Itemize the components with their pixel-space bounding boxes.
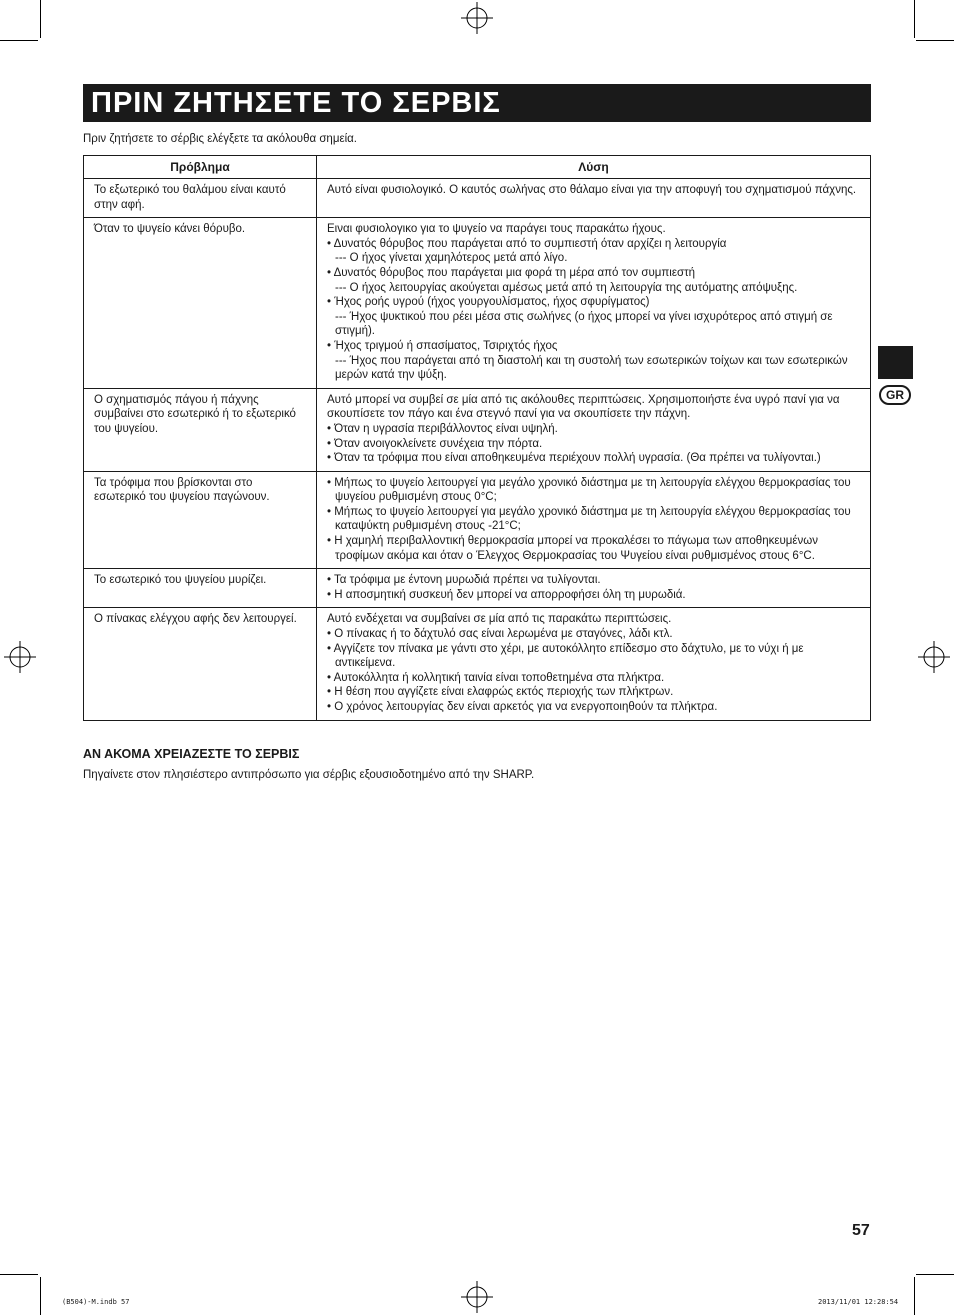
solution-line: • Αυτοκόλλητα ή κολλητική ταινία είναι τοποθετημένα στα πλήκτρα.	[327, 671, 665, 684]
footer-timestamp: 2013/11/01 12:28:54	[818, 1298, 899, 1306]
table-row	[84, 569, 871, 608]
problem-cell: Το εσωτερικό του ψυγείου μυρίζει.	[84, 569, 317, 608]
crop-mark	[0, 1274, 38, 1275]
table-row	[84, 471, 871, 569]
table-row	[84, 218, 871, 389]
solution-line: • Δυνατός θόρυβος που παράγεται από το συμπιεστή όταν αρχίζει η λειτουργία	[327, 237, 727, 250]
solution-line: • Όταν ανοιγοκλείνετε συνέχεια την πόρτα.	[327, 437, 543, 450]
solution-line: • Ο χρόνος λειτουργίας δεν είναι αρκετός για να ενεργοποιηθούν τα πλήκτρα.	[327, 701, 718, 713]
registration-mark-icon	[918, 641, 950, 673]
crop-mark	[914, 0, 915, 38]
solution-line: • Μήπως το ψυγείο λειτουργεί για μεγάλο χρονικό διάστημα με τη λειτουργία ελέγχου θερμοκρασίας του ψυγείου ρυθμισμένη στους 0°C;	[327, 476, 851, 504]
solution-cell	[317, 218, 871, 389]
page-number: 57	[852, 1222, 870, 1239]
crop-mark	[0, 40, 38, 41]
solution-line: • Δυνατός θόρυβος που παράγεται μια φορά τη μέρα από τον συμπιεστή	[327, 266, 696, 279]
solution-line: • Η αποσμητική συσκευή δεν μπορεί να απορροφήσει όλη τη μυρωδιά.	[327, 588, 686, 601]
problem-cell: Ο πίνακας ελέγχου αφής δεν λειτουργεί.	[84, 608, 317, 720]
solution-line: • Μήπως το ψυγείο λειτουργεί για μεγάλο χρονικό διάστημα με τη λειτουργία ελέγχου θερμοκρασίας του καταψύκτη ρυθμισμένη στους -21°C;	[327, 505, 851, 533]
intro-text: Πριν ζητήσετε το σέρβις ελέγξετε τα ακόλουθα σημεία.	[83, 133, 357, 145]
crop-mark	[916, 1274, 954, 1275]
crop-mark	[40, 1277, 41, 1315]
solution-line: Αυτό ενδέχεται να συμβαίνει σε μία από τις παρακάτω περιπτώσεις.	[327, 613, 672, 626]
problem-header: Πρόβλημα	[84, 156, 317, 179]
solution-line: Αυτό μπορεί να συμβεί σε μία από τις ακόλουθες περιπτώσεις. Χρησιμοποιήστε ένα υγρό πανί για να σκουπίσετε τον πάγο και ένα στεγνό πανί για να σκουπίσετε την πάχνη.	[327, 393, 840, 421]
solution-line: • Αγγίζετε τον πίνακα με γάντι στο χέρι, με αυτοκόλλητο επίδεσμο στο δάχτυλο, με το νύχι ή με αντικείμενα.	[327, 642, 804, 670]
section-tab	[878, 346, 913, 379]
solution-cell	[317, 569, 871, 608]
solution-line: --- Ο ήχος γίνεται χαμηλότερος μετά από λίγο.	[335, 252, 568, 265]
registration-mark-icon	[4, 641, 36, 673]
page-title: ΠΡΙΝ ΖΗΤΗΣΕΤΕ ΤΟ ΣΕΡΒΙΣ	[83, 84, 871, 122]
solution-line: Αυτό είναι φυσιολογικό. Ο καυτός σωλήνας στο θάλαμο είναι για την αποφυγή του σχηματισμού πάχνης.	[327, 184, 857, 196]
crop-mark	[40, 0, 41, 38]
problem-cell: Όταν το ψυγείο κάνει θόρυβο.	[84, 218, 317, 389]
registration-mark-icon	[461, 2, 493, 34]
solution-line: • Όταν η υγρασία περιβάλλοντος είναι υψηλή.	[327, 422, 558, 435]
solution-header: Λύση	[317, 156, 871, 179]
solution-line: • Τα τρόφιμα με έντονη μυρωδιά πρέπει να τυλίγονται.	[327, 574, 601, 587]
troubleshooting-table	[83, 155, 871, 721]
table-row	[84, 388, 871, 471]
solution-line: --- Ο ήχος λειτουργίας ακούγεται αμέσως μετά από τη λειτουργία της αυτόματης απόψυξης.	[335, 281, 798, 294]
solution-line: • Όταν τα τρόφιμα που είναι αποθηκευμένα περιέχουν πολλή υγρασία. (Θα πρέπει να τυλίγονται.)	[327, 452, 821, 465]
solution-cell	[317, 608, 871, 720]
crop-mark	[914, 1277, 915, 1315]
solution-cell	[317, 179, 871, 218]
language-badge: GR	[879, 385, 911, 405]
solution-line: • Η χαμηλή περιβαλλοντική θερμοκρασία μπορεί να προκαλέσει το πάγωμα των αποθηκευμένων τροφίμων ακόμα και όταν ο Έλεγχος Θερμοκρασίας του Ψυγείου είναι ρυθμισμένος στους 6°C.	[327, 535, 818, 562]
table-row	[84, 608, 871, 720]
solution-line: • Ήχος τριγμού ή σπασίματος, Τσιριχτός ήχος	[327, 339, 558, 352]
table-row	[84, 179, 871, 218]
section-heading: ΑΝ ΑΚΟΜΑ ΧΡΕΙΑΖΕΣΤΕ ΤΟ ΣΕΡΒΙΣ	[83, 747, 300, 761]
solution-line: • Ο πίνακας ή το δάχτυλό σας είναι λερωμένα με σταγόνες, λάδι κτλ.	[327, 628, 673, 641]
crop-mark	[916, 40, 954, 41]
solution-cell	[317, 471, 871, 569]
solution-line: Ειναι φυσιολογικο για το ψυγείο να παράγει τους παρακάτω ήχους.	[327, 223, 666, 236]
footer-file: (B504)-M.indb 57	[62, 1298, 130, 1306]
problem-cell: Ο σχηματισμός πάγου ή πάχνης συμβαίνει στο εσωτερικό ή το εξωτερικό του ψυγείου.	[84, 388, 317, 471]
problem-cell: Τα τρόφιμα που βρίσκονται στο εσωτερικό του ψυγείου παγώνουν.	[84, 471, 317, 569]
solution-line: • Ήχος ροής υγρού (ήχος γουργουλίσματος, ήχος σφυρίγματος)	[327, 296, 650, 309]
solution-line: • Η θέση που αγγίζετε είναι ελαφρώς εκτός περιοχής των πλήκτρων.	[327, 686, 674, 699]
section-text: Πηγαίνετε στον πλησιέστερο αντιπρόσωπο για σέρβις εξουσιοδοτημένο από την SHARP.	[83, 769, 535, 781]
solution-line: --- Ήχος που παράγεται από τη διαστολή και τη συστολή των εσωτερικών τοίχων και των εσωτερικών μερών κατά την ψύξη.	[335, 354, 848, 382]
registration-mark-icon	[461, 1281, 493, 1313]
table-header-row	[84, 156, 871, 179]
solution-line: --- Ήχος ψυκτικού που ρέει μέσα στις σωλήνες (ο ήχος μπορεί να γίνει ισχυρότερος από στιγμή σε στιγμή).	[335, 310, 833, 338]
problem-cell: Το εξωτερικό του θαλάμου είναι καυτό στην αφή.	[84, 179, 317, 218]
solution-cell	[317, 388, 871, 471]
